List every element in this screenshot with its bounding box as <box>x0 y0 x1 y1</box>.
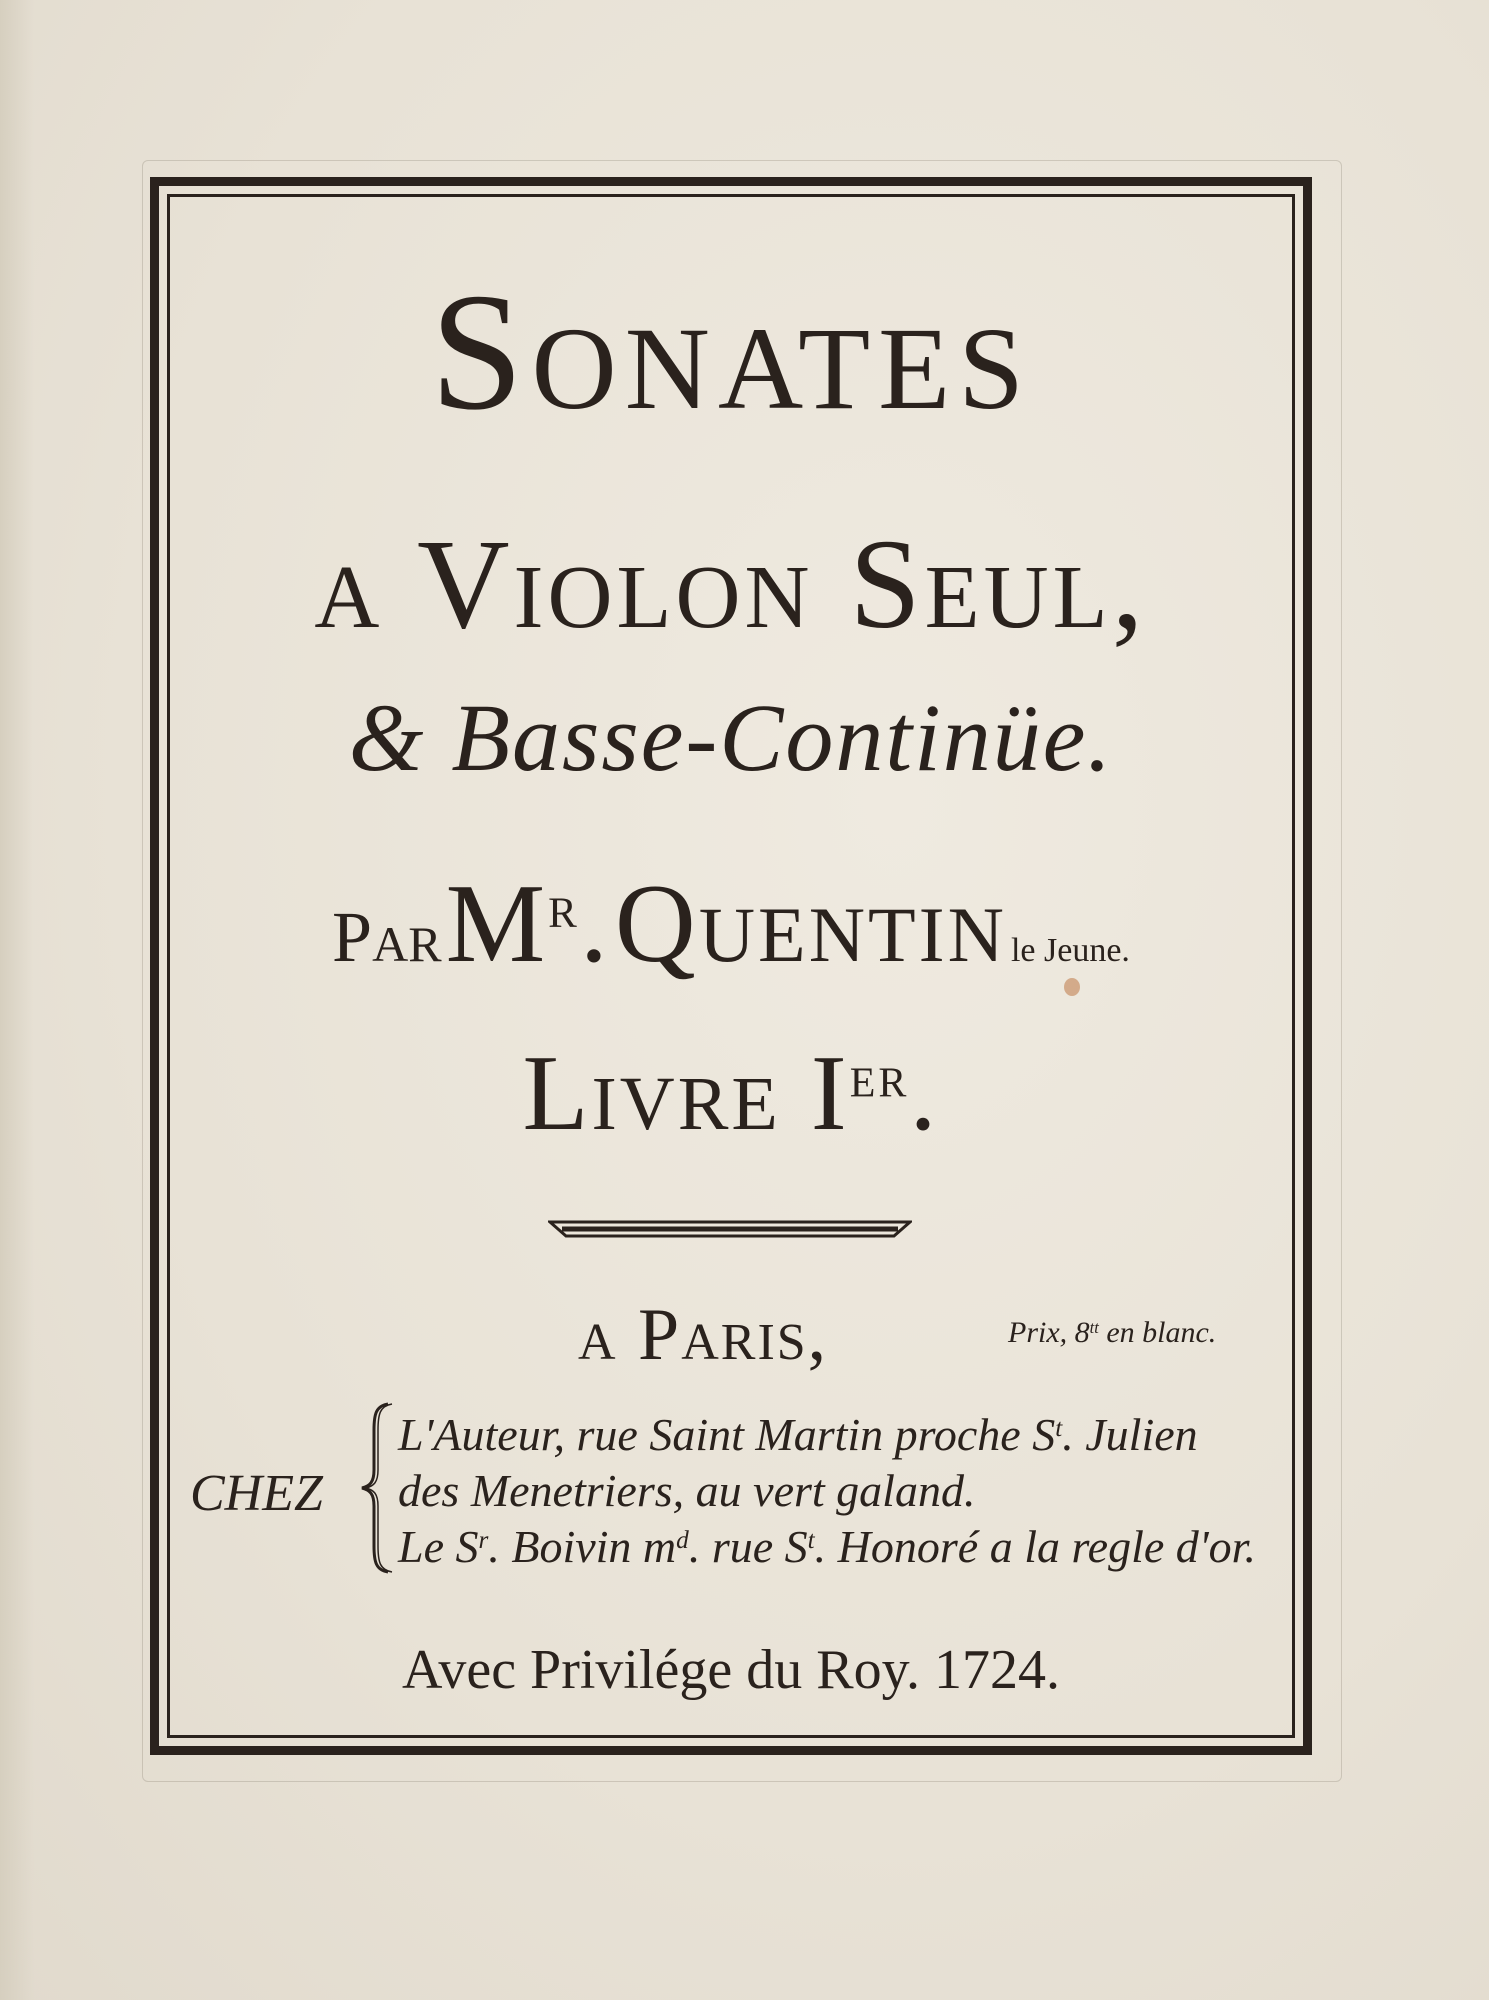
author-name: Quentin <box>614 862 1007 986</box>
author-mr: $M^r$. <box>445 862 611 986</box>
price-note: Prix, $8^{tt}$ en blanc. <box>1008 1316 1217 1349</box>
ornamental-rule <box>548 1218 912 1240</box>
address-line-1: L'Auteur, rue Saint Martin proche $S^t$. Julien <box>398 1409 1198 1460</box>
privilege-line: Avec Privilége du Roy. 1724. <box>402 1639 1060 1701</box>
address-line-3: Le $S^r$. Boivin $m^d$. rue $S^t$. Honoré a la regle d'or. <box>398 1521 1256 1572</box>
book-number: Livre Ier. <box>522 1034 940 1153</box>
author-line <box>170 862 1292 986</box>
author-jeune: le Jeune. <box>1010 932 1130 969</box>
place-paris: a Paris, <box>578 1294 829 1376</box>
address-line-2: des Menetriers, au vert galand. <box>398 1465 976 1516</box>
author-par: Par <box>332 897 442 977</box>
chez-label: CHEZ <box>190 1465 323 1522</box>
basse-continue-line: & Basse-Continüe. <box>348 684 1114 791</box>
subtitle: a Violon Seul, <box>314 513 1148 655</box>
binding-shadow <box>0 0 34 2000</box>
title: Sonates <box>430 259 1032 445</box>
foxing-stain <box>1064 978 1080 996</box>
curly-brace <box>358 1400 398 1576</box>
